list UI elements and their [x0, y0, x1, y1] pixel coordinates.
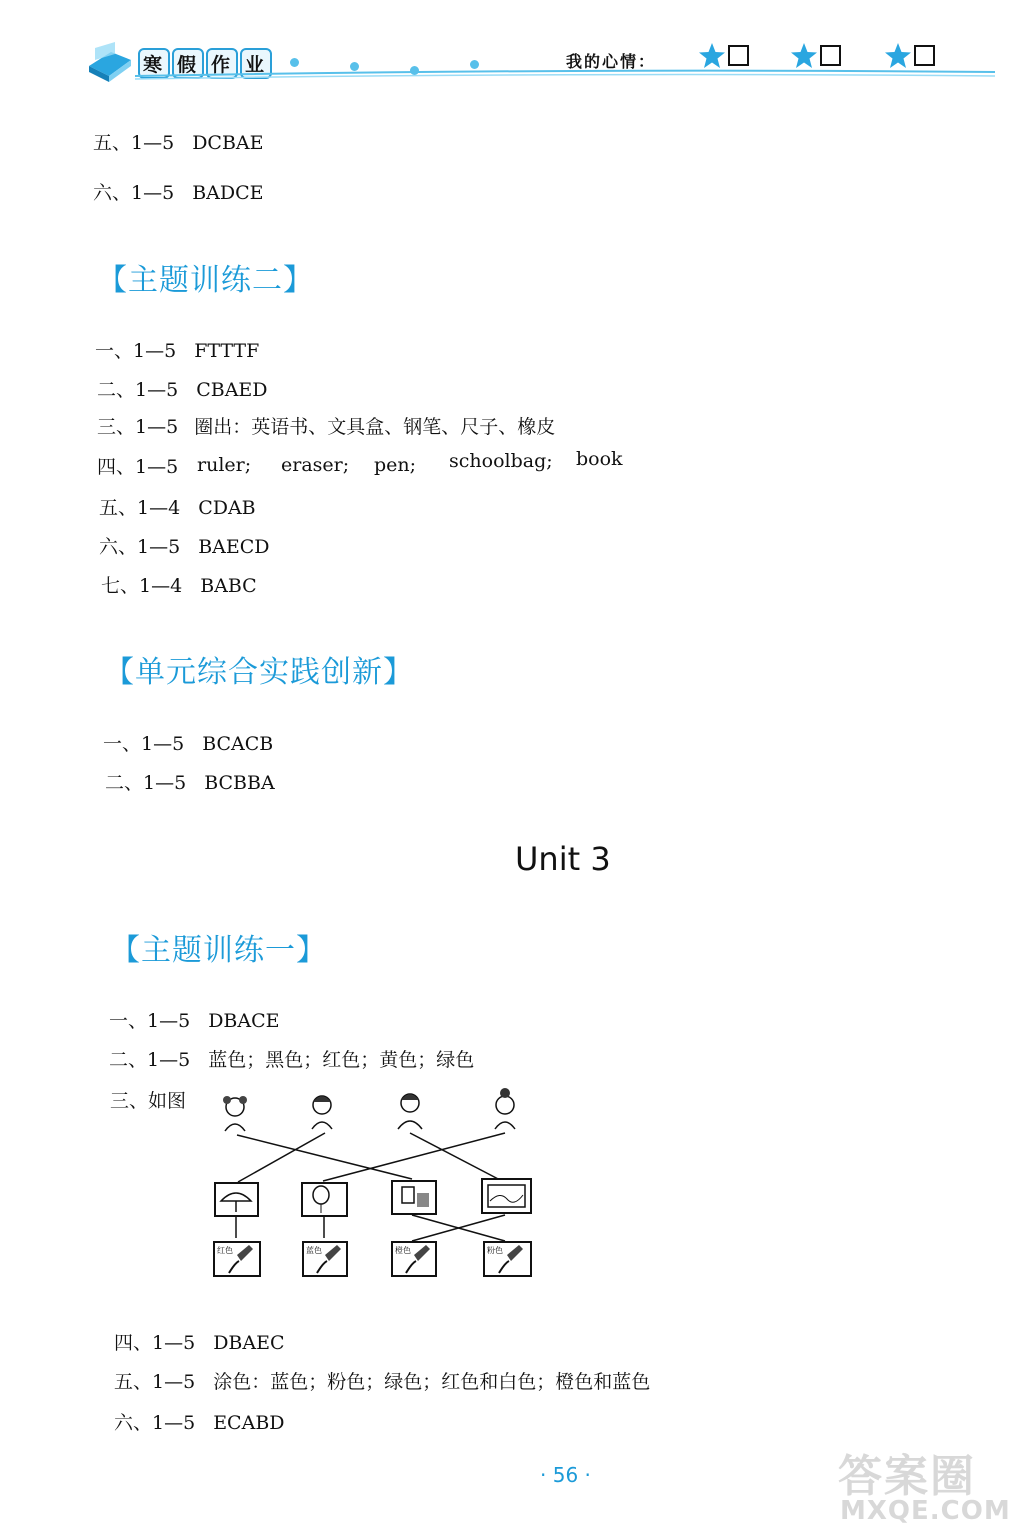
- header-divider: [135, 68, 995, 80]
- figure-label: 橙色: [395, 1246, 411, 1255]
- question-number: 一、1—5: [103, 733, 185, 755]
- answer-word: eraser;: [281, 454, 350, 476]
- unit-title: Unit 3: [515, 840, 611, 878]
- answer-line: [97, 412, 555, 439]
- watermark-logo: [830, 1440, 1030, 1530]
- question-number: 三、1—5: [97, 416, 179, 438]
- header-dot: [410, 66, 419, 75]
- answer-line: [93, 178, 264, 205]
- answer-text: BCACB: [202, 733, 274, 755]
- answer-text: FTTTF: [194, 340, 260, 362]
- header-title-char: 业: [240, 48, 272, 79]
- page-number: · 56 ·: [540, 1463, 591, 1487]
- question-number: 五、1—5: [114, 1371, 196, 1393]
- question-number: 四、1—5: [114, 1332, 196, 1354]
- answer-line: [97, 375, 268, 402]
- paint-tube-icon: [484, 1242, 531, 1276]
- mood-label: 我的心情：: [566, 52, 657, 71]
- header-dot: [470, 60, 479, 69]
- question-number: 六、1—5: [99, 536, 181, 558]
- section-heading: 【主题训练一】: [110, 933, 327, 968]
- answer-text: BCBBA: [204, 772, 275, 794]
- answer-text: DBAEC: [213, 1332, 285, 1354]
- header-title-char: 作: [206, 48, 238, 79]
- mood-item: [884, 42, 944, 72]
- match-line: [323, 1133, 505, 1181]
- child-icon: [495, 1088, 515, 1129]
- question-number: 五、1—5: [93, 132, 175, 154]
- bag-icon: [392, 1181, 436, 1214]
- child-icon: [312, 1096, 332, 1129]
- answer-line: [103, 729, 273, 756]
- answer-line: [101, 571, 257, 598]
- answer-line: [99, 532, 270, 559]
- figure-label: 蓝色: [306, 1246, 322, 1255]
- answer-line: [109, 1045, 474, 1072]
- question-number: 四、1—5: [97, 456, 179, 478]
- answer-text: BABC: [200, 575, 257, 597]
- section-heading: 【单元综合实践创新】: [104, 655, 414, 690]
- book-logo-icon: [85, 38, 135, 84]
- answer-line: [99, 493, 256, 520]
- balloon-icon: [302, 1183, 347, 1216]
- answer-text: 圈出：英语书、文具盒、钢笔、尺子、橡皮: [194, 416, 556, 438]
- question-number: 二、1—5: [105, 772, 187, 794]
- matching-figure: [205, 1085, 545, 1290]
- answer-text: BADCE: [192, 182, 264, 204]
- answer-word: book: [576, 448, 623, 470]
- star-icon: [790, 42, 818, 70]
- paint-tube-icon: [392, 1242, 436, 1276]
- section-heading: 【主题训练二】: [97, 263, 314, 298]
- header-title-char: 寒: [138, 48, 170, 79]
- figure-label: 红色: [217, 1246, 233, 1255]
- watermark-brand: 答案圈: [838, 1451, 976, 1502]
- answer-line: [95, 336, 259, 363]
- header-dot: [350, 62, 359, 71]
- paint-tube-icon: [303, 1242, 347, 1276]
- question-number: 七、1—4: [101, 575, 183, 597]
- mood-checkbox[interactable]: [914, 45, 935, 66]
- watermark-url: MXQE.COM: [840, 1496, 1011, 1526]
- page-header: [0, 0, 1035, 100]
- question-number: 二、1—5: [109, 1049, 191, 1071]
- answer-text: 蓝色；黑色；红色；黄色；绿色: [208, 1049, 475, 1071]
- answer-line: [109, 1006, 280, 1033]
- match-line: [238, 1133, 325, 1182]
- answer-word: schoolbag;: [449, 450, 553, 472]
- figure-label: 粉色: [487, 1246, 503, 1255]
- answer-line: [110, 1086, 186, 1113]
- answer-text: DCBAE: [192, 132, 264, 154]
- match-line: [237, 1135, 412, 1179]
- umbrella-icon: [215, 1183, 258, 1216]
- mood-checkbox[interactable]: [728, 45, 749, 66]
- header-dot: [290, 58, 299, 67]
- answer-text: CBAED: [196, 379, 268, 401]
- star-icon: [698, 42, 726, 70]
- mood-checkbox[interactable]: [820, 45, 841, 66]
- answer-text: ECABD: [213, 1412, 285, 1434]
- answer-word: ruler;: [197, 454, 252, 476]
- answer-line: [93, 128, 264, 155]
- child-icon: [398, 1094, 422, 1129]
- mood-item: [698, 42, 758, 72]
- answer-line: [97, 452, 178, 479]
- header-title-char: 假: [172, 48, 204, 79]
- question-number: 五、1—4: [99, 497, 181, 519]
- answer-text: 涂色：蓝色；粉色；绿色；红色和白色；橙色和蓝色: [213, 1371, 651, 1393]
- picture-icon: [482, 1179, 531, 1213]
- answer-line: [114, 1367, 650, 1394]
- question-number: 一、1—5: [109, 1010, 191, 1032]
- answer-line: [114, 1408, 285, 1435]
- answer-line: [114, 1328, 285, 1355]
- child-icon: [223, 1096, 247, 1131]
- match-line: [410, 1133, 502, 1181]
- question-number: 六、1—5: [93, 182, 175, 204]
- question-number: 三、如图: [110, 1090, 187, 1112]
- answer-line: [105, 768, 275, 795]
- paint-tube-icon: [214, 1242, 260, 1276]
- answer-text: DBACE: [208, 1010, 280, 1032]
- star-icon: [884, 42, 912, 70]
- question-number: 六、1—5: [114, 1412, 196, 1434]
- answer-word: pen;: [374, 454, 417, 476]
- mood-item: [790, 42, 850, 72]
- question-number: 一、1—5: [95, 340, 177, 362]
- answer-text: CDAB: [198, 497, 256, 519]
- answer-text: BAECD: [198, 536, 270, 558]
- question-number: 二、1—5: [97, 379, 179, 401]
